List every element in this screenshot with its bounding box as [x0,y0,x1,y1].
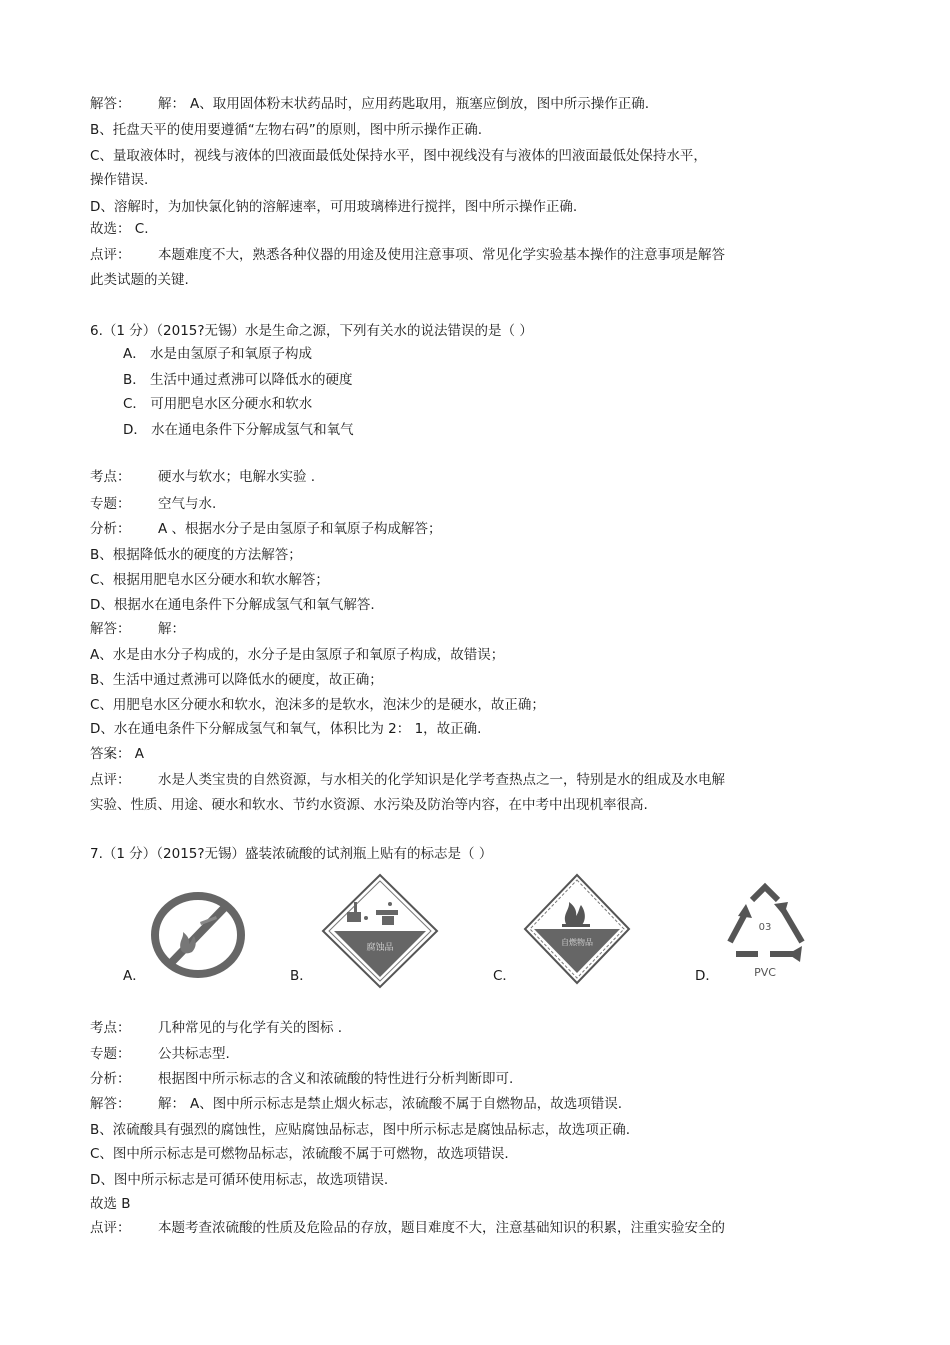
q6-option-b: B． 生活中通过煮沸可以降低水的硬度 [123,372,353,388]
q6-dianping-line-2: 实验、性质、用途、硬水和软水、节约水资源、水污染及防治等内容，在中考中出现机率很高. [90,797,648,813]
q5-comment-line-2: 此类试题的关键. [90,272,189,288]
q7-choice: 故选 B [90,1196,131,1212]
q6-stem: 6.（1 分）（2015?无锡）水是生命之源，下列有关水的说法错误的是（ ） [90,323,533,339]
q7-option-d-label: D． [695,968,719,984]
q7-kaodian: 几种常见的与化学有关的图标 . [158,1020,343,1036]
q6-fenxi-label: 分析： [90,521,131,537]
q6-dianping-label: 点评： [90,772,131,788]
q7-jieda-intro: 解： [158,1096,185,1112]
q6-jieda-line-4: D、水在通电条件下分解成氢气和氧气，体积比为 2： 1，故正确. [90,721,482,737]
no-fire-sign-icon [150,892,246,978]
q6-zhuanti: 空气与水. [158,496,217,512]
q7-jieda-line-2: B、浓硫酸具有强烈的腐蚀性，应贴腐蚀品标志，图中所示标志是腐蚀品标志，故选项正确. [90,1122,631,1138]
q6-option-c: C． 可用肥皂水区分硬水和软水 [123,396,313,412]
q7-option-b-label: B． [290,968,313,984]
q7-option-c-label: C． [493,968,516,984]
flammable-sign-icon [522,872,632,986]
q5-solution-line-c2: 操作错误. [90,172,149,188]
q6-jieda-intro: 解： [158,621,185,637]
q6-jieda-label: 解答： [90,621,131,637]
q6-kaodian: 硬水与软水；电解水实验 . [158,469,316,485]
q5-solution-line-d: D、溶解时，为加快氯化钠的溶解速率，可用玻璃棒进行搅拌，图中所示操作正确. [90,199,578,215]
q7-sign-b-text: 腐蚀品 [366,943,394,953]
q6-jieda-line-3: C、用肥皂水区分硬水和软水，泡沫多的是软水，泡沫少的是硬水，故正确； [90,697,545,713]
q7-option-a-label: A． [123,968,146,984]
q6-jieda-line-1: A、水是由水分子构成的，水分子是由氢原子和氧原子构成，故错误； [90,647,505,663]
q5-solution-line-a: A、取用固体粉末状药品时，应用药匙取用，瓶塞应倒放，图中所示操作正确. [190,96,650,112]
q7-stem: 7.（1 分）（2015?无锡）盛装浓硫酸的试剂瓶上贴有的标志是（ ） [90,846,493,862]
q7-jieda-label: 解答： [90,1096,131,1112]
recycle-sign-icon [722,882,808,982]
q7-dianping-line-1: 本题考查浓硫酸的性质及危险品的存放，题目难度不大，注意基础知识的积累，注重实验安全的 [158,1220,725,1236]
q6-kaodian-label: 考点： [90,469,131,485]
q7-kaodian-label: 考点： [90,1020,131,1036]
q5-comment-label: 点评： [90,247,131,263]
q5-choice: 故选： C. [90,221,149,237]
q6-zhuanti-label: 专题： [90,496,131,512]
q7-sign-d-text: PVC [754,966,776,979]
q6-option-a: A． 水是由氢原子和氧原子构成 [123,346,313,362]
q5-solution-line-c1: C、量取液体时，视线与液体的凹液面最低处保持水平，图中视线没有与液体的凹液面最低处保持水平， [90,148,707,164]
q7-fenxi-label: 分析： [90,1071,131,1087]
q6-jieda-line-2: B、生活中通过煮沸可以降低水的硬度，故正确； [90,672,383,688]
q5-comment-line-1: 本题难度不大，熟悉各种仪器的用途及使用注意事项、常见化学实验基本操作的注意事项是解答 [158,247,725,263]
q6-fenxi-line-3: C、根据用肥皂水区分硬水和软水解答； [90,572,329,588]
q6-fenxi-line-1: A 、根据水分子是由氢原子和氧原子构成解答； [158,521,442,537]
corrosive-sign-icon [320,872,440,990]
q7-zhuanti-label: 专题： [90,1046,131,1062]
q7-sign-d-number: 03 [758,922,772,933]
q7-zhuanti: 公共标志型. [158,1046,230,1062]
q6-option-d: D． 水在通电条件下分解成氢气和氧气 [123,422,354,438]
q6-fenxi-line-4: D、根据水在通电条件下分解成氢气和氧气解答. [90,597,375,613]
q5-solution-intro: 解： [158,96,185,112]
q7-fenxi: 根据图中所示标志的含义和浓硫酸的特性进行分析判断即可. [158,1071,514,1087]
q7-sign-c-text: 自燃物品 [561,938,593,947]
q7-jieda-line-4: D、图中所示标志是可循环使用标志，故选项错误. [90,1172,389,1188]
q6-dianping-line-1: 水是人类宝贵的自然资源，与水相关的化学知识是化学考查热点之一，特别是水的组成及水电解 [158,772,725,788]
q7-jieda-line-3: C、图中所示标志是可燃物品标志，浓硫酸不属于可燃物，故选项错误. [90,1146,509,1162]
q7-jieda-line-1: A、图中所示标志是禁止烟火标志，浓硫酸不属于自燃物品，故选项错误. [190,1096,623,1112]
q5-solution-line-b: B、托盘天平的使用要遵循“左物右码”的原则，图中所示操作正确. [90,122,483,138]
q6-fenxi-line-2: B、根据降低水的硬度的方法解答； [90,547,302,563]
q5-solution-label: 解答： [90,96,131,112]
q6-answer: 答案： A [90,746,145,762]
q7-dianping-label: 点评： [90,1220,131,1236]
